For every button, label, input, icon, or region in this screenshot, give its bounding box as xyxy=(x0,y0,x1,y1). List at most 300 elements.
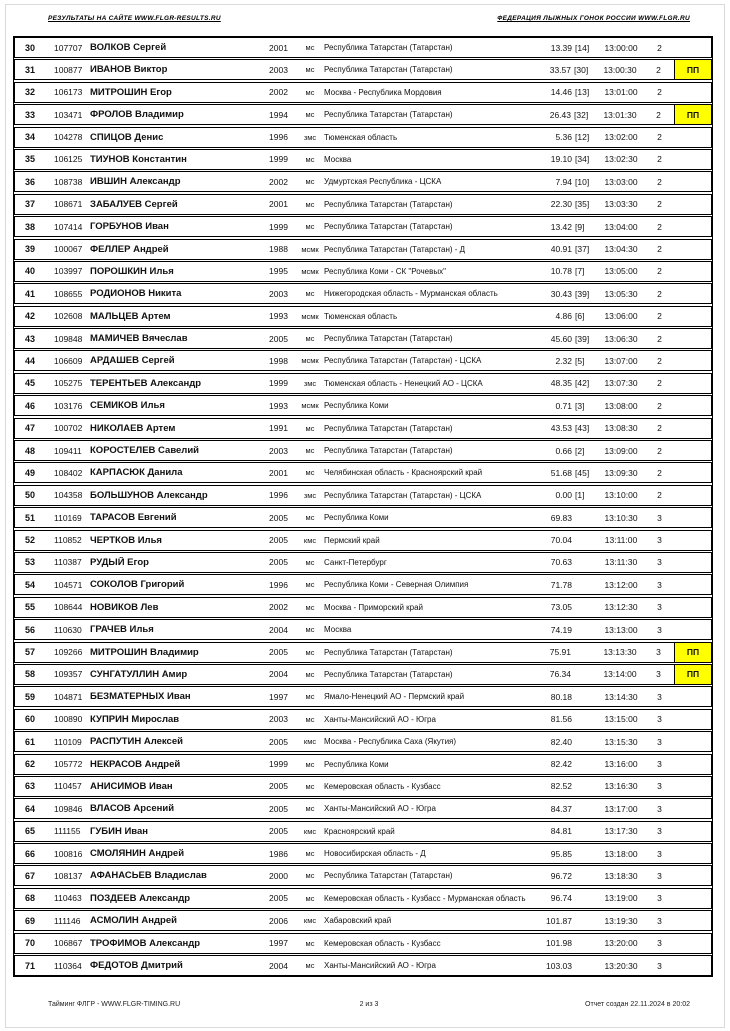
points-rank-bracket: [13] xyxy=(575,87,590,98)
sport-rank: мсмк xyxy=(301,244,319,254)
birth-year: 2005 xyxy=(269,781,288,792)
points-value: 96.74 xyxy=(550,893,572,904)
birth-year: 1999 xyxy=(269,378,288,389)
row-number: 40 xyxy=(24,266,35,277)
points-value: 69.83 xyxy=(550,512,572,523)
points-value: 73.05 xyxy=(550,602,572,613)
athlete-id: 105275 xyxy=(54,378,83,389)
start-time: 13:05:30 xyxy=(604,288,638,299)
table-row xyxy=(14,485,712,506)
pp-badge: ПП xyxy=(674,60,711,79)
row-number: 65 xyxy=(24,826,35,837)
sport-rank: мс xyxy=(305,557,315,567)
athlete-name: ПОЗДЕЕВ Александр xyxy=(90,892,191,904)
points-value: 82.52 xyxy=(550,781,572,792)
start-group: 3 xyxy=(657,803,662,814)
start-time: 13:09:00 xyxy=(604,445,638,456)
region: Республика Татарстан (Татарстан) xyxy=(324,334,453,344)
athlete-name: МИТРОШИН Егор xyxy=(90,86,172,98)
athlete-id: 109846 xyxy=(54,803,83,814)
start-time: 13:09:30 xyxy=(604,467,638,478)
start-time: 13:00:00 xyxy=(604,42,638,53)
region: Челябинская область - Красноярский край xyxy=(324,468,483,478)
region: Республика Коми - СК "Рочевых" xyxy=(324,266,446,276)
row-number: 39 xyxy=(24,244,35,255)
region: Кемеровская область - Кузбасс xyxy=(324,781,441,791)
birth-year: 1999 xyxy=(269,221,288,232)
start-group: 3 xyxy=(657,938,662,949)
start-time: 13:03:30 xyxy=(604,199,638,210)
birth-year: 2003 xyxy=(269,714,288,725)
birth-year: 1988 xyxy=(269,244,288,255)
start-time: 13:08:00 xyxy=(604,400,638,411)
athlete-name: КУПРИН Мирослав xyxy=(90,713,180,725)
start-list-table xyxy=(13,36,713,977)
table-row xyxy=(14,530,712,551)
start-group: 3 xyxy=(657,826,662,837)
birth-year: 2004 xyxy=(269,624,288,635)
region: Республика Татарстан (Татарстан) xyxy=(324,65,453,75)
sport-rank: мсмк xyxy=(301,311,319,321)
table-row xyxy=(14,776,712,797)
start-group: 2 xyxy=(657,87,662,98)
birth-year: 2005 xyxy=(269,535,288,546)
sport-rank: мс xyxy=(305,759,315,769)
sport-rank: змс xyxy=(303,378,317,388)
sport-rank: мс xyxy=(305,647,315,657)
sport-rank: мс xyxy=(305,714,315,724)
pp-empty-cell xyxy=(675,934,711,953)
points-value: 45.60 xyxy=(550,333,572,344)
start-time: 13:08:30 xyxy=(604,423,638,434)
birth-year: 2005 xyxy=(269,826,288,837)
points-value: 40.91 xyxy=(550,244,572,255)
region: Республика Татарстан (Татарстан) xyxy=(324,446,453,456)
start-time: 13:15:30 xyxy=(604,736,638,747)
pp-empty-cell xyxy=(675,396,711,415)
birth-year: 2004 xyxy=(269,669,288,680)
athlete-name: ТИУНОВ Константин xyxy=(90,153,187,165)
athlete-id: 110463 xyxy=(54,893,82,904)
region: Ханты-Мансийский АО - Югра xyxy=(324,804,436,814)
sport-rank: мс xyxy=(305,222,315,232)
row-number: 69 xyxy=(24,915,35,926)
points-value: 81.56 xyxy=(550,714,572,725)
points-value: 101.98 xyxy=(546,938,572,949)
pp-empty-cell xyxy=(675,732,711,751)
row-number: 51 xyxy=(24,512,35,523)
row-number: 55 xyxy=(24,602,35,613)
athlete-id: 108655 xyxy=(54,288,83,299)
table-row xyxy=(14,843,712,864)
region: Республика Татарстан (Татарстан) xyxy=(324,647,453,657)
start-time: 13:05:00 xyxy=(604,266,638,277)
table-row xyxy=(14,933,712,954)
start-group: 3 xyxy=(657,893,662,904)
start-group: 3 xyxy=(657,512,662,523)
pp-empty-cell xyxy=(675,911,711,930)
athlete-id: 103997 xyxy=(54,266,83,277)
start-time: 13:02:00 xyxy=(604,132,638,143)
start-group: 3 xyxy=(657,624,662,635)
athlete-name: ТРОФИМОВ Александр xyxy=(90,937,201,949)
sport-rank: кмс xyxy=(303,916,317,926)
birth-year: 1995 xyxy=(269,266,288,277)
points-value: 43.53 xyxy=(550,423,572,434)
birth-year: 1993 xyxy=(269,400,288,411)
row-number: 41 xyxy=(24,288,35,299)
birth-year: 2005 xyxy=(269,647,288,658)
birth-year: 1999 xyxy=(269,154,288,165)
start-time: 13:10:00 xyxy=(604,490,638,501)
start-time: 13:11:30 xyxy=(604,557,638,568)
pp-badge: ПП xyxy=(674,643,711,662)
birth-year: 1996 xyxy=(269,132,288,143)
row-number: 53 xyxy=(24,557,35,568)
points-rank-bracket: [6] xyxy=(575,311,585,322)
athlete-id: 109411 xyxy=(54,445,82,456)
row-number: 34 xyxy=(24,132,35,143)
sport-rank: змс xyxy=(303,490,317,500)
pp-empty-cell xyxy=(675,240,711,259)
table-row xyxy=(14,194,712,215)
table-row xyxy=(14,171,712,192)
athlete-name: ГОРБУНОВ Иван xyxy=(90,221,169,233)
row-number: 57 xyxy=(24,647,35,658)
points-value: 51.68 xyxy=(550,467,572,478)
start-time: 13:15:00 xyxy=(604,714,638,725)
athlete-name: БОЛЬШУНОВ Александр xyxy=(90,489,208,501)
federation-site-link[interactable]: ФЕДЕРАЦИЯ ЛЫЖНЫХ ГОНОК РОССИИ WWW.FLGR.RU xyxy=(497,15,690,22)
table-row xyxy=(14,328,712,349)
start-time: 13:10:30 xyxy=(604,512,638,523)
athlete-id: 100890 xyxy=(54,714,83,725)
points-rank-bracket: [12] xyxy=(575,132,590,143)
region: Республика Татарстан (Татарстан) xyxy=(324,222,453,232)
start-time: 13:13:30 xyxy=(603,647,637,658)
start-group: 2 xyxy=(657,378,662,389)
start-group: 2 xyxy=(657,288,662,299)
start-group: 2 xyxy=(656,109,661,120)
table-row xyxy=(14,149,712,170)
athlete-id: 106609 xyxy=(54,355,83,366)
region: Кемеровская область - Кузбасс xyxy=(324,938,441,948)
row-number: 49 xyxy=(24,467,35,478)
region: Пермский край xyxy=(324,535,380,545)
start-time: 13:06:00 xyxy=(604,311,638,322)
birth-year: 1996 xyxy=(269,579,288,590)
sport-rank: кмс xyxy=(303,826,317,836)
start-time: 13:14:30 xyxy=(604,691,638,702)
start-time: 13:16:00 xyxy=(604,759,638,769)
birth-year: 1997 xyxy=(269,691,288,702)
birth-year: 2006 xyxy=(269,915,288,926)
region: Тюменская область xyxy=(324,311,398,321)
table-row xyxy=(14,955,712,976)
points-value: 82.42 xyxy=(550,759,572,769)
points-value: 84.37 xyxy=(550,803,572,814)
athlete-id: 103176 xyxy=(54,400,83,411)
sport-rank: мс xyxy=(305,893,315,903)
points-rank-bracket: [1] xyxy=(575,490,585,501)
row-number: 38 xyxy=(24,221,35,232)
table-row xyxy=(14,865,712,886)
athlete-name: ГРАЧЕВ Илья xyxy=(90,624,154,636)
table-row xyxy=(14,82,712,103)
athlete-name: СМОЛЯНИН Андрей xyxy=(90,848,185,860)
athlete-id: 109266 xyxy=(54,647,83,658)
athlete-name: АФАНАСЬЕВ Владислав xyxy=(90,870,207,882)
row-number: 62 xyxy=(24,759,35,769)
sport-rank: мс xyxy=(305,110,315,120)
athlete-id: 100816 xyxy=(54,848,83,859)
athlete-name: СПИЦОВ Денис xyxy=(90,131,164,143)
start-group: 2 xyxy=(656,64,661,75)
points-value: 0.66 xyxy=(555,445,572,456)
points-rank-bracket: [14] xyxy=(575,42,590,53)
row-number: 31 xyxy=(24,64,35,75)
birth-year: 2004 xyxy=(269,960,288,971)
athlete-name: МАЛЬЦЕВ Артем xyxy=(90,310,171,322)
start-time: 13:20:30 xyxy=(604,960,638,971)
start-group: 2 xyxy=(657,176,662,187)
sport-rank: мс xyxy=(305,154,315,164)
athlete-name: СУНГАТУЛЛИН Амир xyxy=(90,668,188,680)
start-group: 3 xyxy=(657,535,662,546)
table-row xyxy=(14,462,712,483)
pp-empty-cell xyxy=(675,262,711,281)
pp-empty-cell xyxy=(675,284,711,303)
pp-empty-cell xyxy=(675,486,711,505)
points-value: 7.94 xyxy=(555,176,572,187)
sport-rank: мс xyxy=(305,199,315,209)
points-rank-bracket: [5] xyxy=(575,355,585,366)
pp-empty-cell xyxy=(675,777,711,796)
athlete-name: РОДИОНОВ Никита xyxy=(90,288,182,300)
table-row xyxy=(14,239,712,260)
row-number: 32 xyxy=(24,87,35,98)
table-row xyxy=(14,798,712,819)
sport-rank: мсмк xyxy=(301,266,319,276)
sport-rank: мс xyxy=(305,334,315,344)
table-row xyxy=(14,754,712,775)
pp-empty-cell xyxy=(675,687,711,706)
sport-rank: мс xyxy=(305,781,315,791)
birth-year: 2002 xyxy=(269,176,288,187)
table-row xyxy=(14,709,712,730)
points-value: 30.43 xyxy=(550,288,572,299)
pp-empty-cell xyxy=(675,83,711,102)
start-time: 13:02:30 xyxy=(604,154,638,165)
row-number: 59 xyxy=(24,691,35,702)
birth-year: 2005 xyxy=(269,333,288,344)
athlete-id: 110109 xyxy=(54,736,82,747)
athlete-id: 100067 xyxy=(54,244,83,255)
points-rank-bracket: [32] xyxy=(574,109,589,120)
table-row xyxy=(14,552,712,573)
start-group: 3 xyxy=(657,960,662,971)
birth-year: 2005 xyxy=(269,736,288,747)
athlete-id: 105772 xyxy=(54,759,83,769)
row-number: 71 xyxy=(24,960,35,971)
birth-year: 1999 xyxy=(269,759,288,769)
region: Кемеровская область - Кузбасс - Мурманская область xyxy=(324,893,526,903)
start-time: 13:20:00 xyxy=(604,938,638,949)
pp-empty-cell xyxy=(675,307,711,326)
birth-year: 1997 xyxy=(269,938,288,949)
start-time: 13:12:30 xyxy=(604,602,638,613)
row-number: 52 xyxy=(24,535,35,546)
athlete-name: ЧЕРТКОВ Илья xyxy=(90,534,162,546)
sport-rank: мс xyxy=(305,669,315,679)
points-value: 74.19 xyxy=(550,624,572,635)
pp-empty-cell xyxy=(675,195,711,214)
region: Республика Татарстан (Татарстан) xyxy=(324,43,453,52)
start-group: 3 xyxy=(657,714,662,725)
start-time: 13:16:30 xyxy=(604,781,638,792)
start-time: 13:04:00 xyxy=(604,221,638,232)
athlete-name: РУДЫЙ Егор xyxy=(90,556,149,568)
points-rank-bracket: [2] xyxy=(575,445,585,456)
row-number: 58 xyxy=(24,669,35,680)
region: Республика Татарстан (Татарстан) xyxy=(324,871,453,881)
start-group: 2 xyxy=(657,266,662,277)
region: Тюменская область - Ненецкий АО - ЦСКА xyxy=(324,378,483,388)
start-group: 3 xyxy=(656,669,661,680)
pp-empty-cell xyxy=(675,956,711,975)
table-row xyxy=(14,306,712,327)
region: Республика Татарстан (Татарстан) xyxy=(324,669,453,679)
athlete-id: 106125 xyxy=(54,154,83,165)
pp-empty-cell xyxy=(675,38,711,57)
sport-rank: мс xyxy=(305,468,315,478)
pp-empty-cell xyxy=(675,329,711,348)
points-value: 48.35 xyxy=(550,378,572,389)
start-group: 2 xyxy=(657,199,662,210)
region: Москва - Республика Мордовия xyxy=(324,87,442,97)
pp-empty-cell xyxy=(675,419,711,438)
birth-year: 2002 xyxy=(269,602,288,613)
page-footer xyxy=(48,1001,690,1008)
start-group: 2 xyxy=(657,467,662,478)
table-row xyxy=(14,686,712,707)
points-rank-bracket: [3] xyxy=(575,400,585,411)
start-time: 13:11:00 xyxy=(604,535,638,546)
region: Республика Татарстан (Татарстан) - ЦСКА xyxy=(324,490,482,500)
start-group: 3 xyxy=(657,915,662,926)
sport-rank: змс xyxy=(303,132,317,142)
birth-year: 2001 xyxy=(269,42,288,53)
athlete-name: НИКОЛАЕВ Артем xyxy=(90,422,176,434)
pp-empty-cell xyxy=(675,710,711,729)
points-rank-bracket: [39] xyxy=(575,288,590,299)
row-number: 33 xyxy=(24,109,35,120)
sport-rank: мс xyxy=(305,871,315,881)
row-number: 56 xyxy=(24,624,35,635)
points-value: 10.78 xyxy=(550,266,572,277)
points-value: 75.91 xyxy=(549,647,571,658)
athlete-id: 108644 xyxy=(54,602,83,613)
results-site-link[interactable]: РЕЗУЛЬТАТЫ НА САЙТЕ WWW.FLGR-RESULTS.RU xyxy=(48,15,221,22)
start-group: 3 xyxy=(657,870,662,881)
athlete-name: СОКОЛОВ Григорий xyxy=(90,579,185,591)
athlete-id: 104358 xyxy=(54,490,83,501)
row-number: 61 xyxy=(24,736,35,747)
points-value: 33.57 xyxy=(549,64,571,75)
start-group: 2 xyxy=(657,400,662,411)
footer-page-number: 2 из 3 xyxy=(359,1001,379,1008)
athlete-id: 110387 xyxy=(54,557,82,568)
start-time: 13:12:00 xyxy=(604,579,638,590)
pp-empty-cell xyxy=(675,128,711,147)
start-group: 3 xyxy=(657,848,662,859)
athlete-name: МИТРОШИН Владимир xyxy=(90,646,199,658)
athlete-name: АРДАШЕВ Сергей xyxy=(90,355,175,367)
points-rank-bracket: [10] xyxy=(575,176,590,187)
start-group: 2 xyxy=(657,333,662,344)
points-value: 22.30 xyxy=(550,199,572,210)
region: Республика Татарстан (Татарстан) xyxy=(324,110,453,120)
athlete-id: 110630 xyxy=(54,624,82,635)
footer-timing-text: Тайминг ФЛГР - WWW.FLGR-TIMING.RU xyxy=(48,1001,181,1008)
athlete-id: 107707 xyxy=(54,42,83,53)
start-group: 2 xyxy=(657,244,662,255)
region: Ханты-Мансийский АО - Югра xyxy=(324,714,436,724)
start-group: 3 xyxy=(657,602,662,613)
athlete-name: АНИСИМОВ Иван xyxy=(90,780,173,792)
row-number: 42 xyxy=(24,311,35,322)
sport-rank: мс xyxy=(305,65,315,75)
start-group: 2 xyxy=(657,42,662,53)
row-number: 37 xyxy=(24,199,35,210)
start-time: 13:06:30 xyxy=(604,333,638,344)
row-number: 36 xyxy=(24,176,35,187)
pp-empty-cell xyxy=(675,441,711,460)
region: Хабаровский край xyxy=(324,916,392,926)
athlete-name: НЕКРАСОВ Андрей xyxy=(90,758,181,770)
table-row xyxy=(14,664,712,685)
region: Республика Коми xyxy=(324,759,389,769)
start-time: 13:07:00 xyxy=(604,355,638,366)
start-time: 13:17:30 xyxy=(604,826,638,837)
athlete-id: 110169 xyxy=(54,512,82,523)
row-number: 50 xyxy=(24,490,35,501)
table-row xyxy=(14,731,712,752)
start-time: 13:00:30 xyxy=(603,64,637,75)
pp-empty-cell xyxy=(675,553,711,572)
start-group: 2 xyxy=(657,423,662,434)
points-rank-bracket: [39] xyxy=(575,333,590,344)
birth-year: 1986 xyxy=(269,848,288,859)
sport-rank: мс xyxy=(305,289,315,299)
start-group: 2 xyxy=(657,221,662,232)
row-number: 68 xyxy=(24,893,35,904)
points-rank-bracket: [45] xyxy=(575,467,590,478)
athlete-id: 109357 xyxy=(54,669,83,680)
table-row xyxy=(14,216,712,237)
points-rank-bracket: [42] xyxy=(575,378,590,389)
athlete-name: ВОЛКОВ Сергей xyxy=(90,42,167,53)
region: Республика Коми xyxy=(324,513,389,523)
sport-rank: мс xyxy=(305,446,315,456)
pp-empty-cell xyxy=(675,217,711,236)
row-number: 45 xyxy=(24,378,35,389)
row-number: 43 xyxy=(24,333,35,344)
pp-empty-cell xyxy=(675,799,711,818)
points-value: 19.10 xyxy=(550,154,572,165)
row-number: 35 xyxy=(24,154,35,165)
birth-year: 2005 xyxy=(269,512,288,523)
